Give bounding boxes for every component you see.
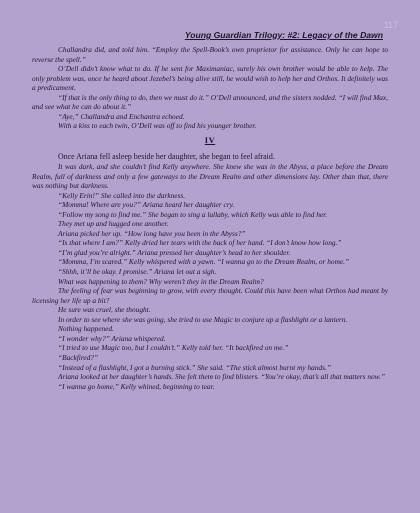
- paragraph: “Aye,” Challandra and Enchantra echoed.: [58, 111, 185, 121]
- paragraph: “I wanna go home,” Kelly whined, beginning to tear.: [58, 381, 215, 391]
- paragraph: “I tried to use Magic too, but I couldn’t.” Kelly told her. “It backfired on me.”: [58, 343, 289, 353]
- paragraph: “Shhh, it’ll be okay. I promise.” Ariana let out a sigh.: [58, 267, 217, 277]
- paragraph: “If that is the only thing to do, then we must do it.” O’Dell announced, and the sisters nodded. “I will find Max, and see what he can do about it.”: [32, 92, 388, 112]
- paragraph: O’Dell didn’t know what to do. If he sent for Maximaniac, surely his own brother would be able to help. The only problem was, once he heard about Jezebel’s being alive still, he would wish to help her and Orthos. It definitely was a predicament.: [32, 64, 388, 93]
- page-number: 117: [383, 20, 398, 30]
- paragraph: Once Ariana fell asleep beside her daughter, she began to feel afraid.: [58, 152, 275, 162]
- paragraph: Ariana picked her up. “How long have you been in the Abyss?”: [58, 228, 246, 238]
- paragraph: The feeling of fear was beginning to grow, with every thought. Could this have been what Orthos had meant by licensing her life up a bit?: [32, 286, 388, 305]
- paragraph: With a kiss to each twin, O’Dell was off to find his younger brother.: [58, 121, 257, 131]
- paragraph: “Momma, I’m scared.” Kelly whispered with a yawn. “I wanna go to the Dream Realm, or home.”: [58, 257, 350, 267]
- section-one: [32, 45, 388, 131]
- paragraph: “Kelly Erin!” She called into the darkness.: [58, 190, 186, 200]
- running-header: Young Guardian Trilogy: #2: Legacy of the Dawn: [184, 30, 383, 40]
- section-two: [32, 152, 388, 391]
- paragraph: “Instead of a flashlight, I got a burning stick.” She said. “The stick almost burnt my hands.”: [58, 362, 331, 372]
- paragraph: What was happening to them? Why weren’t they in the Dream Realm?: [58, 276, 264, 286]
- paragraph: “I wonder why?” Ariana whispered.: [58, 333, 166, 343]
- paragraph: “Is that where I am?” Kelly dried her tears with the back of her hand. “I don’t know how long.”: [58, 238, 342, 248]
- paragraph: “Momma! Where are you?” Ariana heard her daughter cry.: [58, 200, 235, 210]
- paragraph: Challandra did, and told him. “Employ the Spell-Book’s own proprietor for assistance. Only he can hope to reverse the spell.”: [32, 45, 388, 64]
- paragraph: They met up and hugged one another.: [58, 219, 169, 229]
- paragraph: In order to see where she was going, she tried to use Magic to conjure up a flashlight or a lantern.: [58, 314, 348, 324]
- paragraph: “Follow my song to find me.” She began to sing a lullaby, which Kelly was able to find her.: [58, 209, 328, 219]
- paragraph: “Backfired?”: [58, 352, 99, 362]
- paragraph: Ariana looked at her daughter’s hands. She felt them to find blisters. “You’re okay, that’s all that matters now.”: [58, 372, 385, 382]
- paragraph: It was dark, and she couldn’t find Kelly anywhere. She knew she was in the Abyss, a place before the Dream Realm, full of darkness and only a few gateways to the Dream Realm and other dimensions lay. Other than that, there was nothing but darkness.: [32, 162, 388, 191]
- paragraph: He sure was cruel, she thought.: [58, 305, 151, 315]
- section-heading: IV: [204, 134, 216, 145]
- paragraph: “I’m glad you’re alright.” Ariana pressed her daughter’s head to her shoulder.: [58, 247, 291, 257]
- paragraph: Nothing happened.: [58, 324, 114, 334]
- body-text: [32, 45, 388, 391]
